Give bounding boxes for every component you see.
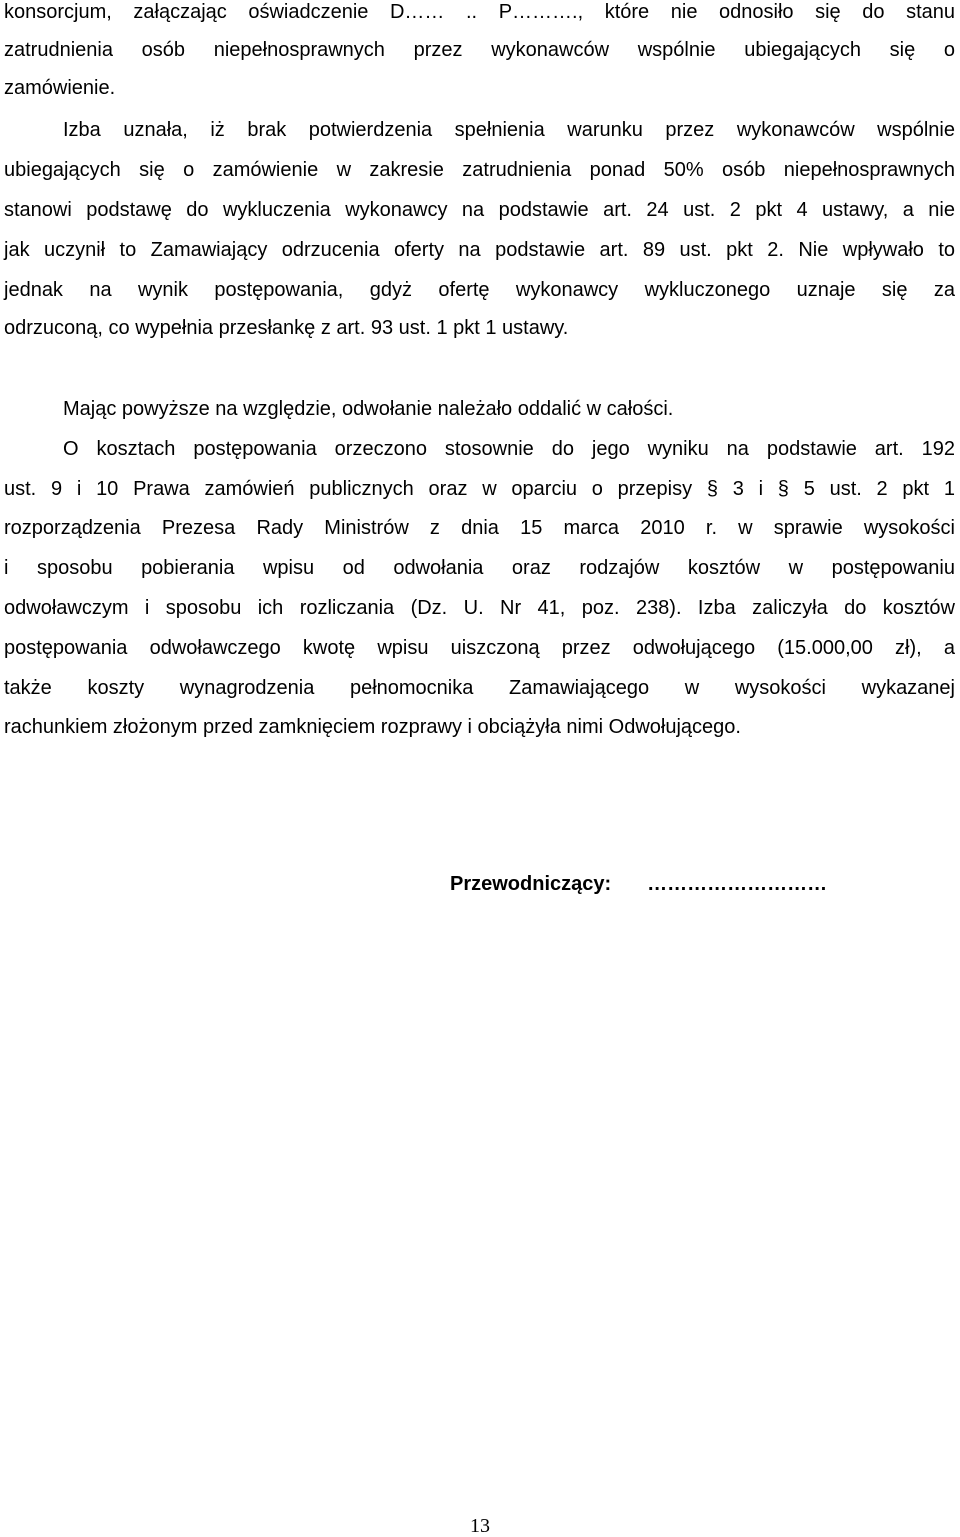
text-line: ubiegających się o zamówienie w zakresie zatrudnienia ponad 50% osób niepełnosprawnych [4,159,955,181]
text-line: rozporządzenia Prezesa Rady Ministrów z dnia 15 marca 2010 r. w sprawie wysokości [4,517,955,539]
text-line: odwoławczym i sposobu ich rozliczania (Dz. U. Nr 41, poz. 238). Izba zaliczyła do kosztów [4,597,955,619]
text-line: Izba uznała, iż brak potwierdzenia spełnienia warunku przez wykonawców wspólnie [63,119,955,141]
text-line: rachunkiem złożonym przed zamknięciem rozprawy i obciążyła nimi Odwołującego. [4,716,741,738]
page-number: 13 [470,1515,490,1537]
text-line: konsorcjum, załączając oświadczenie D…… .. P………., które nie odnosiło się do stanu [4,1,955,23]
text-line: zamówienie. [4,77,116,99]
text-line: stanowi podstawę do wykluczenia wykonawcy na podstawie art. 24 ust. 2 pkt 4 ustawy, a nie [4,199,955,221]
text-line: odrzuconą, co wypełnia przesłankę z art. 93 ust. 1 pkt 1 ustawy. [4,317,569,339]
text-line: Mając powyższe na względzie, odwołanie należało oddalić w całości. [63,398,674,420]
text-line: i sposobu pobierania wpisu od odwołania oraz rodzajów kosztów w postępowaniu [4,557,955,579]
signature-dots: ……………………… [647,873,828,895]
text-line: O kosztach postępowania orzeczono stosownie do jego wyniku na podstawie art. 192 [63,438,955,460]
text-line: także koszty wynagrodzenia pełnomocnika Zamawiającego w wysokości wykazanej [4,677,955,699]
text-line: ust. 9 i 10 Prawa zamówień publicznych oraz w oparciu o przepisy § 3 i § 5 ust. 2 pkt 1 [4,478,955,500]
signature-label: Przewodniczący: [450,873,612,895]
text-line: postępowania odwoławczego kwotę wpisu uiszczoną przez odwołującego (15.000,00 zł), a [4,637,955,659]
text-line: jak uczynił to Zamawiający odrzucenia oferty na podstawie art. 89 ust. pkt 2. Nie wpływało to [4,239,955,261]
text-line: zatrudnienia osób niepełnosprawnych przez wykonawców wspólnie ubiegających się o [4,39,955,61]
signature-block [450,872,950,896]
text-line: jednak na wynik postępowania, gdyż ofertę wykonawcy wykluczonego uznaje się za [4,279,955,301]
